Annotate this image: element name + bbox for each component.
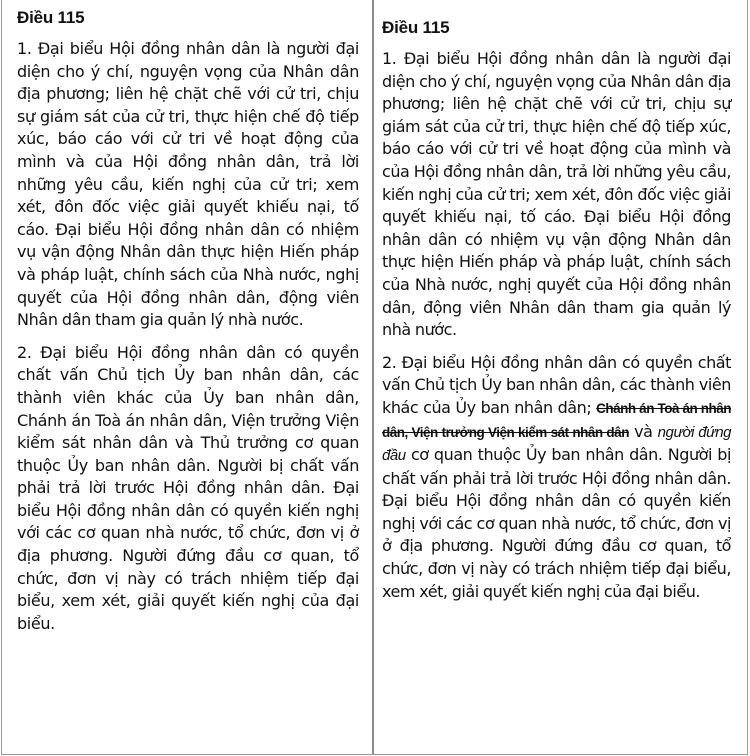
deleted-text: Chánh án Toà án nhân dân, Viện trưởng Viện kiểm sát nhân dân <box>382 400 731 440</box>
amended-clause-2-text: cơ quan thuộc Ủy ban nhân dân. Người bị chất vấn phải trả lời trước Hội đồng nhân dân. Đại biểu Hội đồng nhân dân có quyền kiến nghị với các cơ quan nhà nước, tổ chức, đơn vị ở địa phương. Người đứng đầu cơ quan, tổ chức, đơn vị này có trách nhiệm tiếp đại biểu, xem xét, giải quyết kiến nghị của đại biểu. <box>382 445 731 601</box>
amended-article-title: Điều 115 <box>382 18 450 37</box>
original-article-title: Điều 115 <box>17 8 85 27</box>
amended-text-column <box>374 0 747 754</box>
inserted-text: người đứng đầu <box>382 423 731 465</box>
original-text-column <box>2 0 374 754</box>
amended-clause-1: 1. Đại biểu Hội đồng nhân dân là người đại diện cho ý chí, nguyện vọng của Nhân dân địa phương; liên hệ chặt chẽ với cử tri, chịu sự giám sát của cử tri, thực hiện chế độ tiếp xúc, báo cáo với cử tri về hoạt động của mình và của Hội đồng nhân dân, trả lời những yêu cầu, kiến nghị của cử tri; xem xét, đôn đốc việc giải quyết khiếu nại, tố cáo. Đại biểu Hội đồng nhân dân có nhiệm vụ vận động Nhân dân thực hiện Hiến pháp và pháp luật, chính sách của Nhà nước, nghị quyết của Hội đồng nhân dân, động viên Nhân dân tham gia quản lý nhà nước. <box>382 49 731 340</box>
original-clause-1: 1. Đại biểu Hội đồng nhân dân là người đại diện cho ý chí, nguyện vọng của Nhân dân địa phương; liên hệ chặt chẽ với cử tri, chịu sự giám sát của cử tri, thực hiện chế độ tiếp xúc, báo cáo với cử tri về hoạt động của mình và của Hội đồng nhân dân, trả lời những yêu cầu, kiến nghị của cử tri; xem xét, đôn đốc việc giải quyết khiếu nại, tố cáo. Đại biểu Hội đồng nhân dân có nhiệm vụ vận động Nhân dân thực hiện Hiến pháp và pháp luật, chính sách của Nhà nước, nghị quyết của Hội đồng nhân dân, động viên Nhân dân tham gia quản lý nhà nước. <box>17 39 359 330</box>
amended-clause-2-text: 2. Đại biểu Hội đồng nhân dân có quyền chất vấn Chủ tịch Ủy ban nhân dân, các thành viên khác của Ủy ban nhân dân; <box>382 352 731 417</box>
comparison-table <box>1 0 748 755</box>
original-clause-2: 2. Đại biểu Hội đồng nhân dân có quyền chất vấn Chủ tịch Ủy ban nhân dân, các thành viên khác của Ủy ban nhân dân, Chánh án Toà án nhân dân, Viện trưởng Viện kiểm sát nhân dân và Thủ trưởng cơ quan thuộc Ủy ban nhân dân. Người bị chất vấn phải trả lời trước Hội đồng nhân dân. Đại biểu Hội đồng nhân dân có quyền kiến nghị với các cơ quan nhà nước, tổ chức, đơn vị ở địa phương. Người đứng đầu cơ quan, tổ chức, đơn vị này có trách nhiệm tiếp đại biểu, xem xét, giải quyết kiến nghị của đại biểu. <box>17 342 359 633</box>
amended-clause-2-text: và <box>628 421 658 441</box>
amended-clause-2 <box>382 352 731 604</box>
